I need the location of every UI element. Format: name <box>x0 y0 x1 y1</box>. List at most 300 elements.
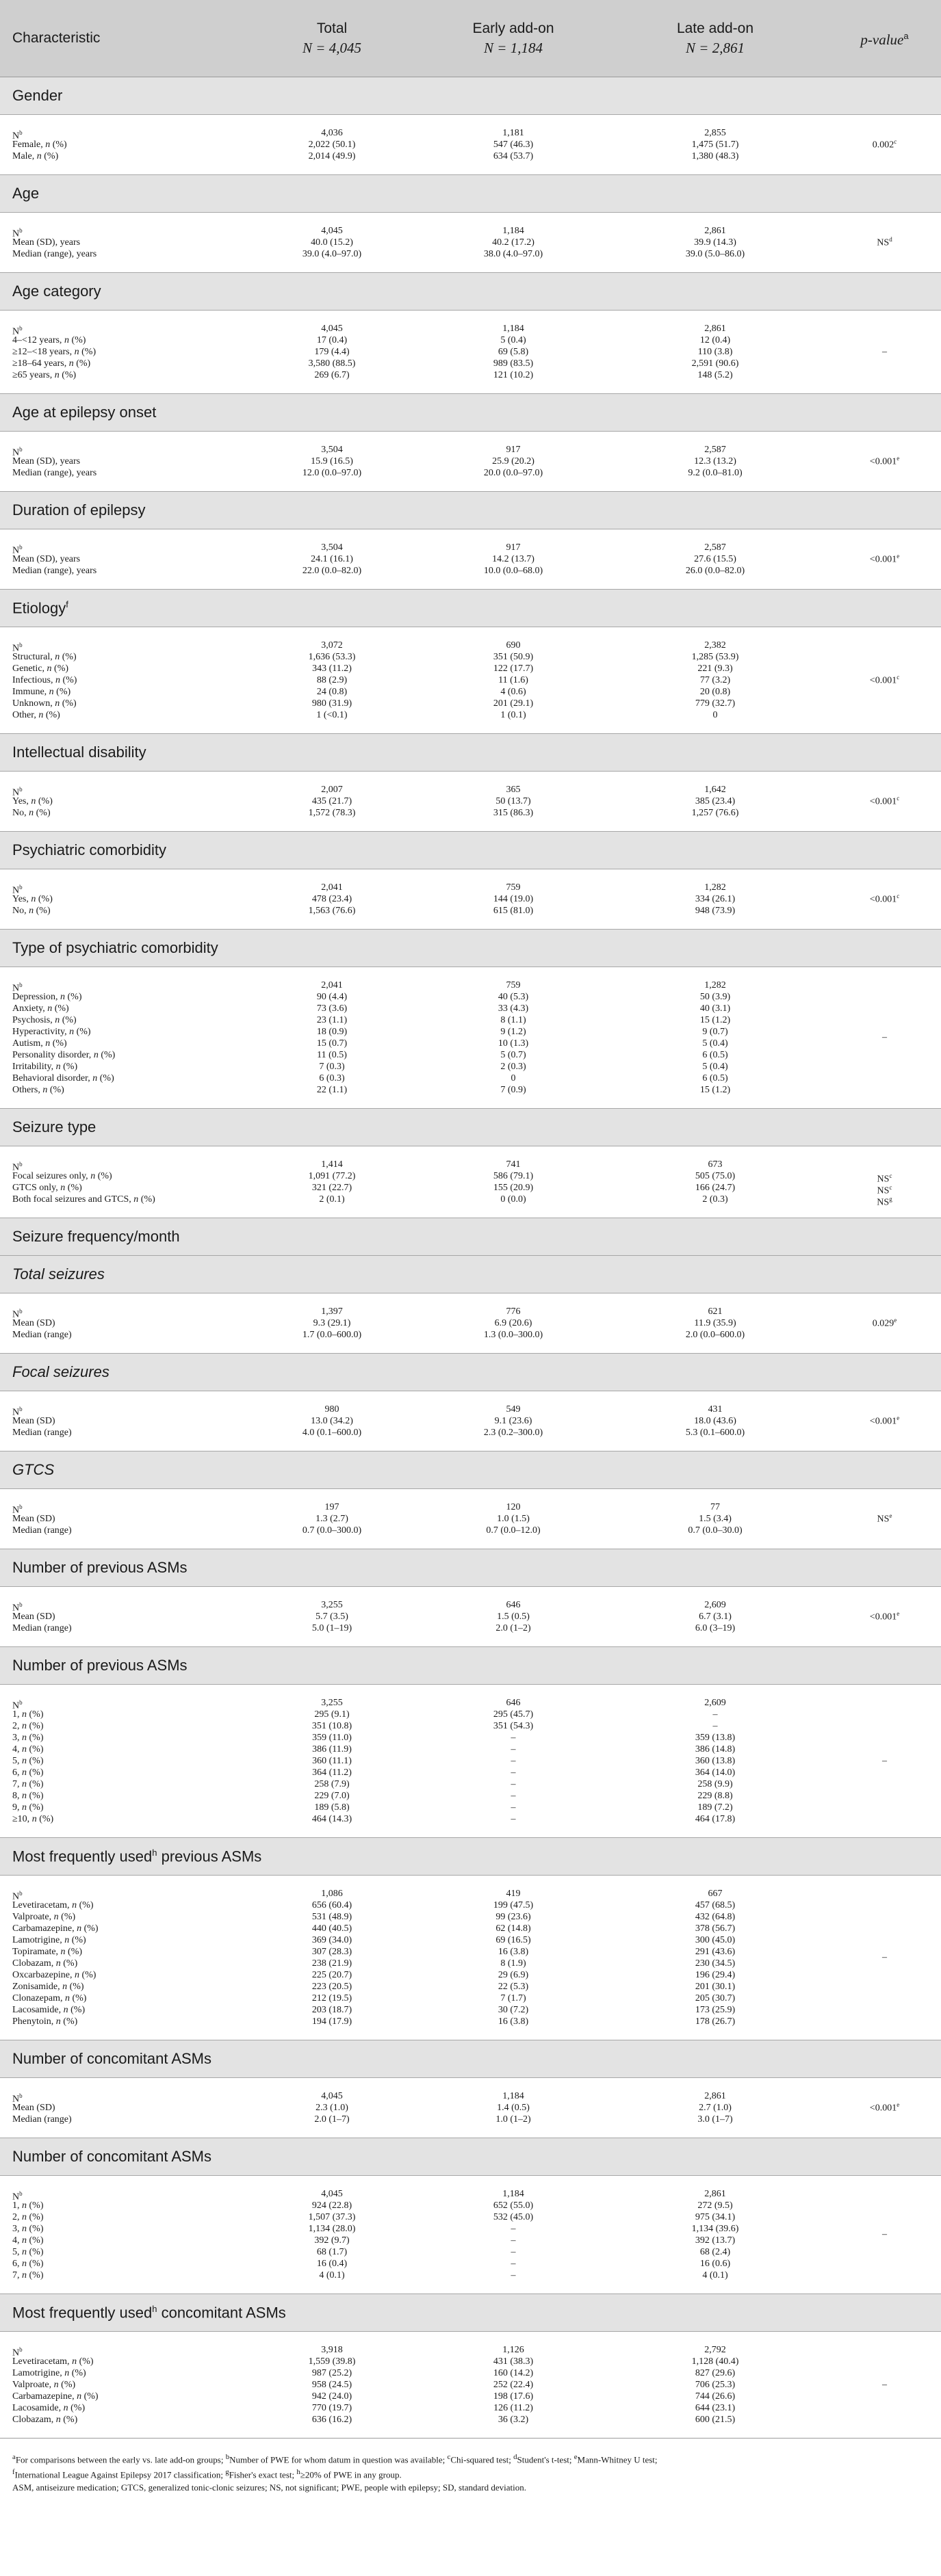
cell-value: 197 <box>324 1502 339 1512</box>
cell-value: 5 (0.4) <box>500 335 526 345</box>
late-add-on-values <box>602 1685 828 1838</box>
cell-value: – <box>511 1733 516 1743</box>
footnote-line: $^a$For comparisons between the early vs. late add-on groups; $^b$Number of PWE for whom datum in question was available; $^c$Chi-squared test; $^d$Student's t-test; $^e$Mann-Whitney U test; <box>12 2453 658 2465</box>
cell-value: 0.7 (0.0–300.0) <box>302 1525 362 1536</box>
cell-value: 369 (34.0) <box>311 1935 352 1945</box>
cell-value: 419 <box>506 1889 521 1899</box>
row-label: $N^b$ <box>12 227 23 239</box>
row-label: $N^b$ <box>12 982 23 994</box>
row-label: 3, n (%) <box>12 1733 44 1743</box>
cell-value: 40.2 (17.2) <box>492 237 534 248</box>
cell-value: 69 (16.5) <box>495 1935 531 1945</box>
late-add-on-values <box>602 627 828 734</box>
cell-value: 110 (3.8) <box>697 347 733 357</box>
row-label: No, n (%) <box>12 808 51 818</box>
row-label: 2, n (%) <box>12 1721 44 1731</box>
cell-value: 166 (24.7) <box>695 1183 736 1193</box>
p-value: – <box>882 1755 887 1766</box>
cell-value: 8 (1.1) <box>500 1015 526 1025</box>
early-add-on-values <box>424 432 602 492</box>
cell-value: 667 <box>708 1889 723 1899</box>
cell-value: 980 <box>324 1404 339 1415</box>
cell-value: 1,572 (78.3) <box>308 808 356 818</box>
total-values <box>240 529 424 590</box>
cell-value: 38.0 (4.0–97.0) <box>483 249 543 259</box>
cell-value: 258 (7.9) <box>314 1779 350 1789</box>
cell-value: 779 (32.7) <box>695 698 736 709</box>
row-label: ≥65 years, n (%) <box>12 370 77 380</box>
p-value: – <box>882 1952 887 1962</box>
cell-value: 392 (9.7) <box>314 2235 350 2246</box>
cell-value: 3,918 <box>321 2345 343 2355</box>
cell-value: 621 <box>708 1306 723 1317</box>
early-add-on-values <box>424 2332 602 2439</box>
table-row <box>0 213 941 273</box>
cell-value: 205 (30.7) <box>695 1993 736 2003</box>
cell-value: 39.0 (4.0–97.0) <box>302 249 362 259</box>
cell-value: 987 (25.2) <box>311 2368 352 2378</box>
cell-value: 980 (31.9) <box>311 698 352 709</box>
cell-value: 10.0 (0.0–68.0) <box>483 566 543 576</box>
cell-value: 0 (0.0) <box>500 1194 526 1205</box>
cell-value: 5.7 (3.5) <box>315 1612 348 1622</box>
cell-value: 16 (3.8) <box>498 1947 529 1957</box>
cell-value: 178 (26.7) <box>695 2016 736 2027</box>
early-add-on-values <box>424 2078 602 2138</box>
cell-value: – <box>511 2224 516 2234</box>
cell-value: 230 (34.5) <box>695 1958 736 1969</box>
cell-value: 2 (0.3) <box>702 1194 728 1205</box>
cell-value: 1 (0.1) <box>500 710 526 720</box>
cell-value: 13.0 (34.2) <box>311 1416 353 1426</box>
section-title: Gender <box>0 77 941 115</box>
total-values <box>240 115 424 175</box>
section-title: Most frequently used$^h$ previous ASMs <box>0 1838 941 1876</box>
row-label: Others, n (%) <box>12 1085 64 1095</box>
section-title: Number of previous ASMs <box>0 1549 941 1587</box>
cell-value: 12 (0.4) <box>699 335 731 345</box>
cell-value: – <box>511 1814 516 1824</box>
cell-value: 68 (2.4) <box>699 2247 731 2257</box>
row-label: Infectious, n (%) <box>12 675 77 685</box>
cell-value: 3,504 <box>321 542 343 553</box>
cell-value: 73 (3.6) <box>316 1003 348 1014</box>
cell-value: 646 <box>506 1698 521 1708</box>
table-row <box>0 772 941 832</box>
early-add-on-values <box>424 529 602 590</box>
cell-value: 3.0 (1–7) <box>697 2114 733 2125</box>
total-values <box>240 311 424 394</box>
cell-value: 6.7 (3.1) <box>699 1612 732 1622</box>
row-label: Median (range), years <box>12 249 97 259</box>
row-label: $N^b$ <box>12 129 23 142</box>
row-labels <box>0 2078 240 2138</box>
cell-value: – <box>511 2270 516 2281</box>
cell-value: 532 (45.0) <box>493 2212 534 2222</box>
cell-value: 4,045 <box>321 2091 343 2101</box>
cell-value: 385 (23.4) <box>695 796 736 806</box>
table-row <box>0 2078 941 2138</box>
cell-value: 315 (86.3) <box>493 808 534 818</box>
cell-value: 6.9 (20.6) <box>494 1318 532 1328</box>
total-values <box>240 213 424 273</box>
cell-value: 359 (13.8) <box>695 1733 736 1743</box>
p-value: <0.001$^e$ <box>869 553 900 565</box>
late-add-on-values <box>602 869 828 930</box>
cell-value: 295 (9.1) <box>314 1709 350 1720</box>
row-label: Anxiety, n (%) <box>12 1003 69 1014</box>
early-add-on-values <box>424 1489 602 1549</box>
cell-value: 16 (3.8) <box>498 2016 529 2027</box>
cell-value: 24 (0.8) <box>316 687 348 697</box>
cell-value: 40 (3.1) <box>699 1003 731 1014</box>
row-label: Lacosamide, n (%) <box>12 2403 86 2413</box>
cell-value: 5 (0.4) <box>702 1062 728 1072</box>
cell-value: 7 (0.9) <box>500 1085 526 1095</box>
row-label: 1, n (%) <box>12 2200 44 2211</box>
p-value: – <box>882 1032 887 1042</box>
cell-value: 1,126 <box>502 2345 524 2355</box>
cell-value: – <box>712 1709 718 1720</box>
row-labels <box>0 1685 240 1838</box>
cell-value: 10 (1.3) <box>498 1038 529 1049</box>
total-values <box>240 772 424 832</box>
section-header <box>0 77 941 115</box>
cell-value: 15 (1.2) <box>699 1085 731 1095</box>
cell-value: 464 (14.3) <box>311 1814 352 1824</box>
cell-value: – <box>712 1721 718 1731</box>
row-label: $N^b$ <box>12 325 23 337</box>
cell-value: 1 (<0.1) <box>316 710 348 720</box>
cell-value: 18 (0.9) <box>316 1027 348 1037</box>
row-label: Median (range) <box>12 2114 72 2125</box>
row-label: Lamotrigine, n (%) <box>12 1935 86 1945</box>
cell-value: 531 (48.9) <box>311 1912 352 1922</box>
early-add-on-values <box>424 1391 602 1451</box>
row-labels <box>0 1587 240 1647</box>
cell-value: 364 (14.0) <box>695 1767 736 1778</box>
cell-value: 5.3 (0.1–600.0) <box>685 1428 745 1438</box>
header-p-value: p-value$^a$ <box>828 0 941 77</box>
section-title: Number of previous ASMs <box>0 1647 941 1685</box>
early-add-on-values <box>424 967 602 1109</box>
cell-value: 4.0 (0.1–600.0) <box>302 1428 362 1438</box>
cell-value: 2,014 (49.9) <box>308 151 356 161</box>
cell-value: 776 <box>506 1306 521 1317</box>
row-label: Valproate, n (%) <box>12 2380 76 2390</box>
section-header <box>0 394 941 432</box>
cell-value: 3,255 <box>321 1698 343 1708</box>
cell-value: – <box>511 1744 516 1754</box>
cell-value: 1,282 <box>704 980 726 990</box>
p-value: $NS^g$ <box>877 1196 892 1208</box>
cell-value: 6.0 (3–19) <box>695 1623 736 1633</box>
cell-value: 343 (11.2) <box>312 663 352 674</box>
row-label: 6, n (%) <box>12 1767 44 1778</box>
row-label: Autism, n (%) <box>12 1038 67 1049</box>
cell-value: 2,041 <box>321 980 343 990</box>
row-label: ≥10, n (%) <box>12 1814 54 1824</box>
p-values <box>828 1146 941 1218</box>
cell-value: 201 (29.1) <box>493 698 534 709</box>
total-values <box>240 1587 424 1647</box>
row-label: Personality disorder, n (%) <box>12 1050 116 1060</box>
cell-value: 435 (21.7) <box>311 796 352 806</box>
late-add-on-values <box>602 432 828 492</box>
row-label: $N^b$ <box>12 1601 23 1614</box>
row-label: Zonisamide, n (%) <box>12 1982 84 1992</box>
cell-value: 62 (14.8) <box>495 1923 531 1934</box>
cell-value: 1,285 (53.9) <box>691 652 739 662</box>
row-label: Other, n (%) <box>12 710 60 720</box>
cell-value: 1,128 (40.4) <box>691 2356 739 2367</box>
cell-value: 27.6 (15.5) <box>694 554 736 564</box>
section-title: Duration of epilepsy <box>0 492 941 529</box>
cell-value: 4 (0.1) <box>702 2270 728 2281</box>
row-labels <box>0 213 240 273</box>
cell-value: 1.0 (1.5) <box>497 1514 530 1524</box>
cell-value: 126 (11.2) <box>493 2403 533 2413</box>
table-row <box>0 2176 941 2294</box>
table-row <box>0 1146 941 1218</box>
early-add-on-values <box>424 2176 602 2294</box>
cell-value: 505 (75.0) <box>695 1171 736 1181</box>
section-header <box>0 2040 941 2078</box>
row-label: $N^b$ <box>12 1503 23 1516</box>
cell-value: 958 (24.5) <box>311 2380 352 2390</box>
cell-value: 1.7 (0.0–600.0) <box>302 1330 362 1340</box>
cell-value: 69 (5.8) <box>498 347 529 357</box>
section-header <box>0 1256 941 1293</box>
row-label: Topiramate, n (%) <box>12 1947 83 1957</box>
cell-value: 6 (0.5) <box>702 1050 728 1060</box>
row-label: 4, n (%) <box>12 1744 44 1754</box>
row-label: 8, n (%) <box>12 1791 44 1801</box>
cell-value: 1,184 <box>502 226 524 236</box>
row-labels <box>0 967 240 1109</box>
cell-value: 6 (0.3) <box>319 1073 345 1083</box>
cell-value: – <box>511 2247 516 2257</box>
section-title: Intellectual disability <box>0 734 941 772</box>
cell-value: 989 (83.5) <box>493 358 534 369</box>
cell-value: 2,587 <box>704 445 726 455</box>
table-row <box>0 529 941 590</box>
cell-value: 549 <box>506 1404 521 1415</box>
cell-value: 4 (0.1) <box>319 2270 345 2281</box>
row-label: Female, n (%) <box>12 140 67 150</box>
cell-value: 23 (1.1) <box>316 1015 348 1025</box>
cell-value: 2,861 <box>704 226 726 236</box>
cell-value: 29 (6.9) <box>498 1970 529 1980</box>
section-header <box>0 1218 941 1256</box>
row-label: 3, n (%) <box>12 2224 44 2234</box>
cell-value: 12.0 (0.0–97.0) <box>302 468 362 478</box>
cell-value: 88 (2.9) <box>316 675 348 685</box>
p-value: <0.001$^e$ <box>869 2101 900 2114</box>
cell-value: 321 (22.7) <box>311 1183 352 1193</box>
cell-value: 3,580 (88.5) <box>308 358 356 369</box>
late-add-on-values <box>602 115 828 175</box>
cell-value: 229 (7.0) <box>314 1791 350 1801</box>
p-value <box>828 1159 941 1170</box>
cell-value: 99 (23.6) <box>495 1912 531 1922</box>
row-label: Oxcarbazepine, n (%) <box>12 1970 96 1980</box>
cell-value: 386 (11.9) <box>312 1744 352 1754</box>
cell-value: 7 (0.3) <box>319 1062 345 1072</box>
cell-value: 2,861 <box>704 324 726 334</box>
table-row <box>0 1489 941 1549</box>
p-value: $NS^e$ <box>877 1512 892 1525</box>
cell-value: 39.9 (14.3) <box>694 237 736 248</box>
cell-value: 1,636 (53.3) <box>308 652 356 662</box>
table-row <box>0 869 941 930</box>
table-header <box>0 0 941 77</box>
cell-value: 1.3 (0.0–300.0) <box>483 1330 543 1340</box>
cell-value: 586 (79.1) <box>493 1171 534 1181</box>
cell-value: 457 (68.5) <box>695 1900 736 1910</box>
cell-value: 2,792 <box>704 2345 726 2355</box>
cell-value: 5 (0.4) <box>702 1038 728 1049</box>
row-label: Irritability, n (%) <box>12 1062 78 1072</box>
section-header <box>0 273 941 311</box>
row-label: Genetic, n (%) <box>12 663 69 674</box>
row-label: 5, n (%) <box>12 2247 44 2257</box>
early-add-on-values <box>424 1146 602 1218</box>
cell-value: – <box>511 1767 516 1778</box>
cell-value: 22 (1.1) <box>316 1085 348 1095</box>
row-labels <box>0 1489 240 1549</box>
cell-value: 9 (1.2) <box>500 1027 526 1037</box>
section-header <box>0 2294 941 2332</box>
cell-value: 144 (19.0) <box>493 894 534 904</box>
total-values <box>240 869 424 930</box>
cell-value: – <box>511 1756 516 1766</box>
row-label: Depression, n (%) <box>12 992 82 1002</box>
cell-value: 1,257 (76.6) <box>691 808 739 818</box>
cell-value: 6 (0.5) <box>702 1073 728 1083</box>
cell-value: 173 (25.9) <box>695 2005 736 2015</box>
cell-value: 1,184 <box>502 2091 524 2101</box>
header-late-add-on: Late add-on N = 2,861 <box>602 0 828 77</box>
cell-value: 2,382 <box>704 640 726 650</box>
row-label: Both focal seizures and GTCS, n (%) <box>12 1194 155 1205</box>
table-row <box>0 115 941 175</box>
early-add-on-values <box>424 627 602 734</box>
early-add-on-values <box>424 1876 602 2040</box>
cell-value: 307 (28.3) <box>311 1947 352 1957</box>
p-value: <0.001$^e$ <box>869 1610 900 1622</box>
cell-value: 652 (55.0) <box>493 2200 534 2211</box>
cell-value: 39.0 (5.0–86.0) <box>685 249 745 259</box>
cell-value: 291 (43.6) <box>695 1947 736 1957</box>
cell-value: 1,475 (51.7) <box>691 140 739 150</box>
row-label: $N^b$ <box>12 446 23 458</box>
cell-value: 1,563 (76.6) <box>308 906 356 916</box>
row-labels <box>0 1293 240 1354</box>
row-label: No, n (%) <box>12 906 51 916</box>
cell-value: 1,134 (39.6) <box>691 2224 739 2234</box>
late-add-on-values <box>602 2332 828 2439</box>
cell-value: 1,181 <box>502 128 524 138</box>
cell-value: 300 (45.0) <box>695 1935 736 1945</box>
cell-value: 20 (0.8) <box>699 687 731 697</box>
p-value: <0.001$^c$ <box>869 795 900 807</box>
row-label: 2, n (%) <box>12 2212 44 2222</box>
section-header <box>0 175 941 213</box>
row-label: 1, n (%) <box>12 1709 44 1720</box>
total-values <box>240 1685 424 1838</box>
table-body <box>0 77 941 2439</box>
row-label: Clobazam, n (%) <box>12 2415 78 2425</box>
cell-value: 11 (1.6) <box>498 675 528 685</box>
cell-value: 12.3 (13.2) <box>694 456 736 466</box>
cell-value: 4,045 <box>321 2189 343 2199</box>
section-header <box>0 734 941 772</box>
cell-value: 2,022 (50.1) <box>308 140 356 150</box>
cell-value: 924 (22.8) <box>311 2200 352 2211</box>
p-value: <0.001$^e$ <box>869 1415 900 1427</box>
cell-value: 229 (8.8) <box>697 1791 733 1801</box>
cell-value: 179 (4.4) <box>314 347 350 357</box>
cell-value: – <box>511 1779 516 1789</box>
cell-value: 14.2 (13.7) <box>492 554 534 564</box>
cell-value: 194 (17.9) <box>311 2016 352 2027</box>
cell-value: 351 (50.9) <box>493 652 534 662</box>
cell-value: 1.4 (0.5) <box>497 2103 530 2113</box>
row-label: Carbamazepine, n (%) <box>12 1923 99 1934</box>
cell-value: 2 (0.3) <box>500 1062 526 1072</box>
row-label: GTCS only, n (%) <box>12 1183 82 1193</box>
p-value: – <box>882 346 887 357</box>
cell-value: 2,609 <box>704 1600 726 1610</box>
cell-value: 0.7 (0.0–30.0) <box>688 1525 743 1536</box>
late-add-on-values <box>602 1293 828 1354</box>
row-label: Immune, n (%) <box>12 687 71 697</box>
cell-value: 744 (26.6) <box>695 2391 736 2402</box>
cell-value: 24.1 (16.1) <box>311 554 353 564</box>
cell-value: – <box>511 2259 516 2269</box>
cell-value: 360 (11.1) <box>312 1756 352 1766</box>
row-label: $N^b$ <box>12 1308 23 1320</box>
cell-value: 90 (4.4) <box>316 992 348 1002</box>
cell-value: 20.0 (0.0–97.0) <box>483 468 543 478</box>
row-label: Phenytoin, n (%) <box>12 2016 78 2027</box>
p-value: 0.002$^c$ <box>872 138 897 150</box>
cell-value: 360 (13.8) <box>695 1756 736 1766</box>
cell-value: 120 <box>506 1502 521 1512</box>
section-title: Age category <box>0 273 941 311</box>
row-label: $N^b$ <box>12 1406 23 1418</box>
cell-value: 148 (5.2) <box>697 370 733 380</box>
cell-value: 5 (0.7) <box>500 1050 526 1060</box>
cell-value: 258 (9.9) <box>697 1779 733 1789</box>
late-add-on-values <box>602 2078 828 2138</box>
row-label: Mean (SD), years <box>12 237 81 248</box>
section-title: Number of concomitant ASMs <box>0 2040 941 2078</box>
late-add-on-values <box>602 311 828 394</box>
header-total: Total N = 4,045 <box>240 0 424 77</box>
row-label: Lamotrigine, n (%) <box>12 2368 86 2378</box>
cell-value: 16 (0.4) <box>316 2259 348 2269</box>
section-header <box>0 1354 941 1391</box>
cell-value: 615 (81.0) <box>493 906 534 916</box>
late-add-on-values <box>602 1876 828 2040</box>
cell-value: 199 (47.5) <box>493 1900 534 1910</box>
p-value: <0.001$^c$ <box>869 893 900 905</box>
cell-value: 634 (53.7) <box>493 151 534 161</box>
row-label: 4–<12 years, n (%) <box>12 335 86 345</box>
cell-value: 741 <box>506 1159 521 1170</box>
